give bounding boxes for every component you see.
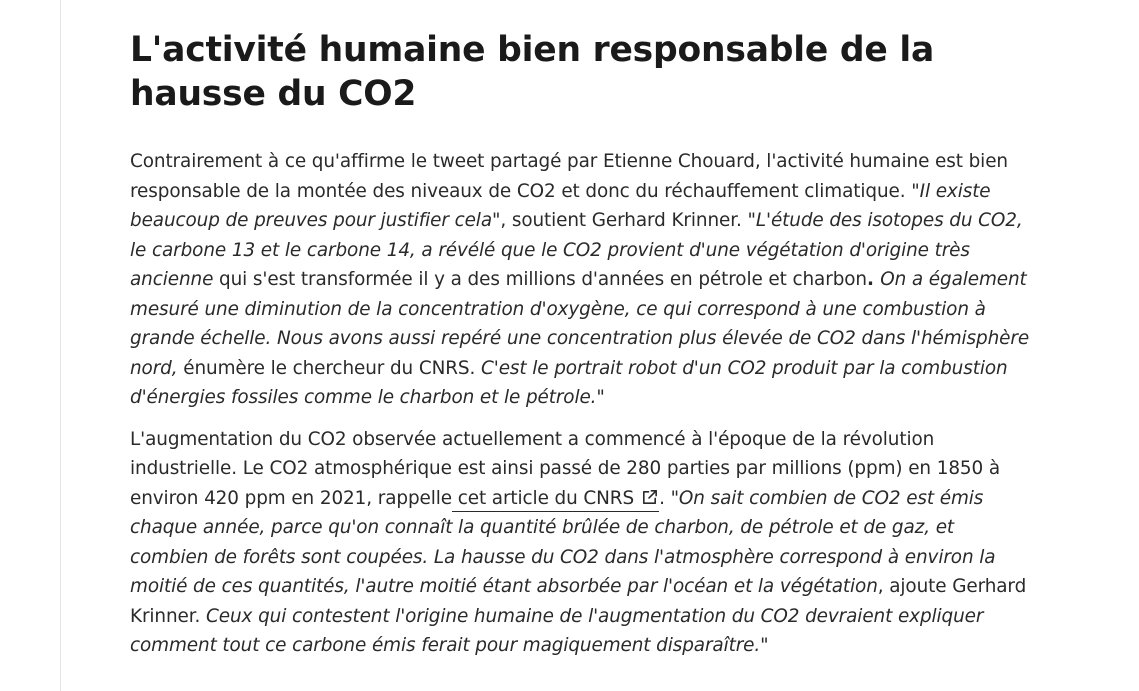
p1-quote-2: "L'étude des isotopes du CO2, le carbone 13 et le carbone 14, a révélé que le CO2 provient d'une végétation d'origine très ancienne bbox=[130, 210, 1023, 290]
p1-quote-1: "Il existe beaucoup de preuves pour justifier cela" bbox=[130, 180, 991, 231]
p2-text-2: . bbox=[659, 487, 671, 509]
external-link-icon bbox=[640, 488, 659, 507]
p1-text-1: Contrairement à ce qu'affirme le tweet partagé par Etienne Chouard, l'activité humaine est bien responsable de la montée des niveaux de CO2 et donc du réchauffement climatique. bbox=[130, 151, 1008, 202]
p1-text-2: , soutient Gerhard Krinner. bbox=[500, 210, 748, 231]
article-section bbox=[130, 28, 1035, 673]
p2-quote-1: "On sait combien de CO2 est émis chaque année, parce qu'on connaît la quantité brûlée de charbon, de pétrole et de gaz, et combien de forêts sont coupées. La hausse du CO2 dans l'atmosphère correspond à environ la moitié de ces quantités, l'autre moitié étant absorbée par l'océan et la végétation bbox=[130, 487, 996, 597]
left-divider bbox=[60, 0, 61, 691]
cnrs-article-link[interactable] bbox=[452, 488, 659, 512]
p1-text-5: énumère le chercheur du CNRS. bbox=[177, 357, 481, 379]
section-headline: L'activité humaine bien responsable de la hausse du CO2 bbox=[130, 30, 935, 114]
p1-text-4: . bbox=[866, 269, 881, 290]
cnrs-article-link-label: cet article du CNRS bbox=[451, 487, 635, 509]
p1-quote-3: On a également mesuré une diminution de la concentration d'oxygène, ce qui correspond à une combustion à grande échelle. Nous avons aussi repéré une concentration plus élevée de CO2 dans l'hémisphère nord, bbox=[130, 269, 1030, 379]
p1-quote-4: C'est le portrait robot d'un CO2 produit par la combustion d'énergies fossiles comme le charbon et le pétrole." bbox=[130, 357, 1008, 408]
p2-text-1: L'augmentation du CO2 observée actuellement a commencé à l'époque de la révolution industrielle. Le CO2 atmosphérique est ainsi passé de 280 parties par millions (ppm) en 1850 à environ 420 ppm en 2021, rappelle bbox=[130, 428, 1001, 509]
p2-quote-2: Ceux qui contestent l'origine humaine de l'augmentation du CO2 devraient expliquer comment tout ce carbone émis ferait pour magiquement disparaître." bbox=[130, 605, 984, 656]
paragraph-1 bbox=[130, 147, 1035, 413]
p1-text-3: qui s'est transformée il y a des millions d'années en pétrole et charbon bbox=[213, 269, 867, 290]
paragraph-2 bbox=[130, 425, 1035, 661]
p2-text-3: , ajoute Gerhard Krinner. bbox=[130, 576, 1027, 627]
